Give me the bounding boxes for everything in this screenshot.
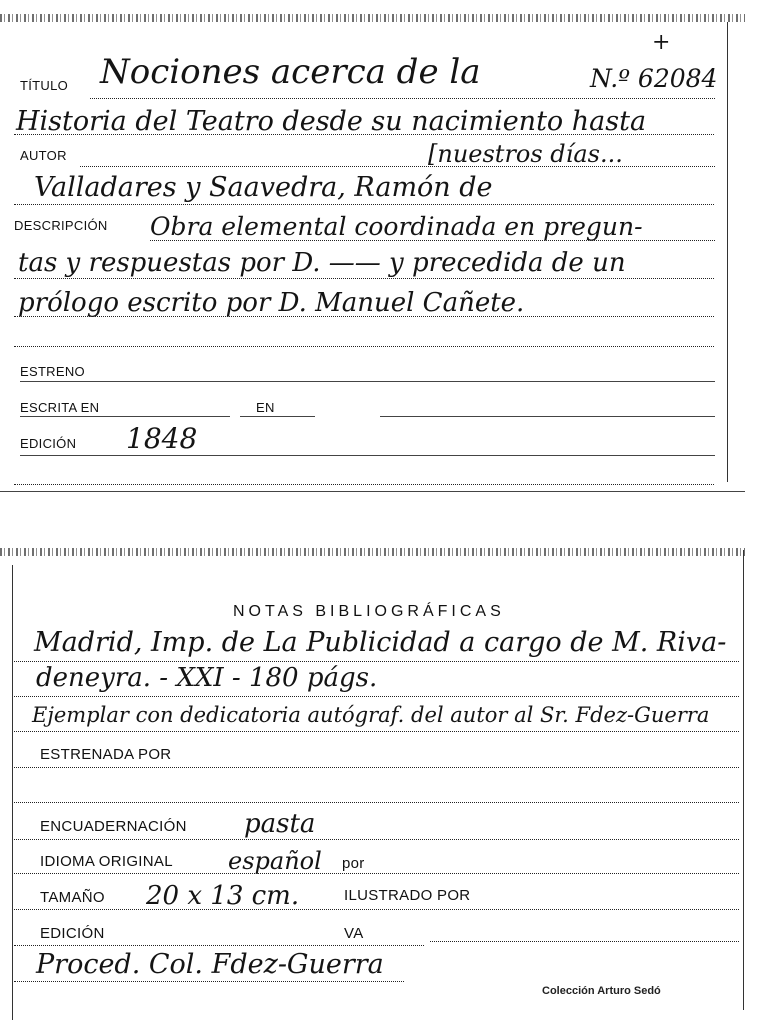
hand-tamano: 20 x 13 cm. xyxy=(146,881,300,911)
label-por: por xyxy=(342,855,365,872)
rule-descripcion-3 xyxy=(14,316,714,317)
rule-edicion xyxy=(20,455,715,456)
label-en: EN xyxy=(256,400,275,415)
rule-titulo-2 xyxy=(14,134,714,135)
hand-edicion: 1848 xyxy=(126,422,198,455)
rule-tamano xyxy=(14,909,739,910)
hand-procedencia: Proced. Col. Fdez-Guerra xyxy=(36,949,384,980)
rule-en-2 xyxy=(380,416,715,417)
label-estrenada-por: ESTRENADA POR xyxy=(40,746,172,763)
rule-escrita-en xyxy=(20,416,230,417)
catalog-card-front xyxy=(0,0,745,498)
hand-titulo-line2: Historia del Teatro desde su nacimiento hasta xyxy=(16,106,647,137)
label-ilustrado-por: ILUSTRADO POR xyxy=(344,887,471,904)
torn-top-edge xyxy=(0,14,745,22)
catalog-card-back xyxy=(0,545,745,1028)
rule-notas-2 xyxy=(14,696,739,697)
rule-blank xyxy=(14,346,714,347)
label-autor: AUTOR xyxy=(20,148,67,163)
label-encuadernacion: ENCUADERNACIÓN xyxy=(40,818,187,835)
hand-descripcion-line3: prólogo escrito por D. Manuel Cañete. xyxy=(18,288,525,318)
rule-blank-back xyxy=(14,802,739,803)
rule-notas-3 xyxy=(14,731,739,732)
collection-stamp: Colección Arturo Sedó xyxy=(542,985,661,997)
rule-bottom xyxy=(14,484,714,485)
hand-titulo-line1: Nociones acerca de la xyxy=(100,52,481,92)
notas-title: NOTAS BIBLIOGRÁFICAS xyxy=(233,603,505,620)
label-titulo: TÍTULO xyxy=(20,78,69,93)
torn-top-edge-back xyxy=(0,548,745,556)
rule-edicion-back xyxy=(14,945,424,946)
hand-descripcion-line2: tas y respuestas por D. —— y precedida de un xyxy=(18,248,626,278)
hand-encuadernacion: pasta xyxy=(244,809,316,839)
plus-mark: + xyxy=(652,30,671,55)
rule-va xyxy=(430,941,739,942)
label-idioma-original: IDIOMA ORIGINAL xyxy=(40,853,173,870)
hand-notas-line3: Ejemplar con dedicatoria autógraf. del autor al Sr. Fdez-Guerra xyxy=(32,703,710,727)
rule-autor xyxy=(80,166,715,167)
rule-en xyxy=(240,416,315,417)
card-right-border xyxy=(727,22,728,482)
hand-notas-line2: deneyra. - XXI - 180 págs. xyxy=(36,663,378,693)
label-escrita-en: ESCRITA EN xyxy=(20,400,100,415)
rule-idioma xyxy=(14,873,739,874)
rule-descripcion-2 xyxy=(14,278,714,279)
hand-idioma: español xyxy=(228,847,322,875)
rule-notas-1 xyxy=(14,661,739,662)
hand-notas-line1: Madrid, Imp. de La Publicidad a cargo de M. Riva- xyxy=(34,627,727,658)
card-left-border xyxy=(12,565,13,1020)
hand-descripcion-line1: Obra elemental coordinada en pregun- xyxy=(150,212,643,241)
rule-titulo xyxy=(90,98,715,99)
hand-titulo-line3: [nuestros días... xyxy=(428,140,623,168)
hand-numero: N.º 62084 xyxy=(590,64,718,93)
label-tamano: TAMAÑO xyxy=(40,889,105,906)
rule-autor-2 xyxy=(14,204,714,205)
label-estreno: ESTRENO xyxy=(20,364,85,379)
card-right-border-back xyxy=(743,550,744,1010)
rule-procedencia xyxy=(14,981,404,982)
label-descripcion: DESCRIPCIÓN xyxy=(14,218,108,233)
label-va: VA xyxy=(344,925,364,942)
label-edicion: EDICIÓN xyxy=(20,436,77,451)
rule-estrenada xyxy=(14,767,739,768)
rule-encuadernacion xyxy=(14,839,739,840)
card-bottom-border xyxy=(0,491,745,492)
rule-estreno xyxy=(20,381,715,382)
hand-autor: Valladares y Saavedra, Ramón de xyxy=(34,172,493,203)
label-edicion-back: EDICIÓN xyxy=(40,925,105,942)
rule-descripcion xyxy=(150,240,715,241)
